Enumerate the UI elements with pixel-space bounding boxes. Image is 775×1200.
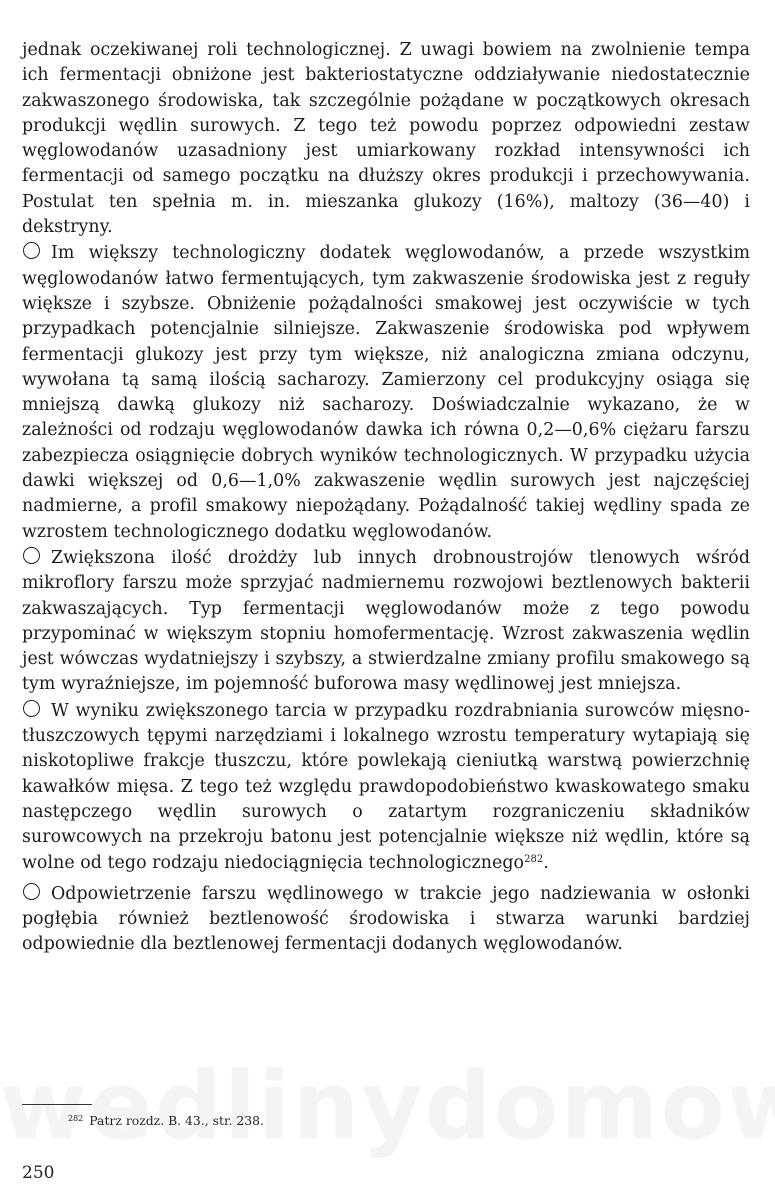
footnote-text: Patrz rozdz. B. 43., str. 238. — [89, 1113, 264, 1128]
paragraph-text: Im większy technologiczny dodatek węglowodanów, a przede wszystkim węglowodanów łatwo fermentujących, tym zakwaszenie środowiska jest z reguły większe i szybsze. Obniżenie pożądalności smakowej jest oczywiście w tych przypadkach potencjalnie silniejsze. Zakwaszenie środowiska pod wpływem fermentacji glukozy jest przy tym większe, niż analogiczna zmiana odczynu, wywołana tą samą ilością sacharozy. Zamierzony cel produkcyjny osiąga się mniejszą dawką glukozy niż sacharozy. Doświadczalnie wykazano, że w zależności od rodzaju węglowodanów dawka ich równa 0,2—0,6% ciężaru farszu zabezpiecza osiągnięcie dobrych wyników technologicznych. W przypadku użycia dawki większej od 0,6—1,0% zakwaszenie wędlin surowych jest najczęściej nadmierne, a profil smakowy niepożądany. Pożądalność takiej wędliny spada ze wzrostem technologicznego dodatku węglowodanów. — [22, 243, 750, 542]
footnote — [68, 1113, 264, 1128]
page-number: 250 — [22, 1163, 55, 1183]
circle-bullet-icon — [23, 700, 40, 717]
circle-bullet-icon — [23, 242, 40, 259]
paragraph-1 — [22, 38, 750, 240]
paragraph-4 — [22, 699, 750, 876]
paragraph-text: Zwiększona ilość drożdży lub innych drobnoustrojów tlenowych wśród mikroflory farszu może sprzyjać nadmiernemu rozwojowi beztlenowych bakterii zakwaszających. Typ fermentacji węglowodanów może z tego powodu przypominać w większym stopniu homofermentację. Wzrost zakwaszenia wędlin jest wówczas wydatniejszy i szybszy, a stwierdzalne zmiany profilu smakowego są tym wyraźniejsze, im pojemność buforowa masy wędlinowej jest mniejsza. — [22, 547, 750, 695]
footnote-divider — [22, 1104, 92, 1105]
page-body — [22, 38, 750, 958]
footnote-reference: 282 — [524, 853, 544, 865]
paragraph-5 — [22, 882, 750, 958]
paragraph-text: Odpowietrzenie farszu wędlinowego w trakcie jego nadziewania w osłonki pogłębia również beztlenowość środowiska i stwarza warunki bardziej odpowiednie dla beztlenowej fermentacji dodanych węglowodanów. — [22, 883, 750, 955]
circle-bullet-icon — [23, 883, 40, 900]
paragraph-text: jednak oczekiwanej roli technologicznej. Z uwagi bowiem na zwolnienie tempa ich fermentacji obniżone jest bakteriostatyczne oddziaływanie niedostatecznie zakwaszonego środowiska, tak szczególnie pożądane w początkowych okresach produkcji wędlin surowych. Z tego też powodu poprzez odpowiedni zestaw węglowodanów uzasadniony jest umiarkowany rozkład intensywności ich fermentacji od samego początku na dłuższy okres produkcji i przechowywania. Postulat ten spełnia m. in. mieszanka glukozy (16%), maltozy (36—40) i dekstryny. — [22, 40, 750, 238]
paragraph-text: W wyniku zwiększonego tarcia w przypadku rozdrabniania surowców mięsno-tłuszczowych tępymi narzędziami i lokalnego wzrostu temperatury wytapiają się niskotopliwe frakcje tłuszczu, które powlekają cieniutką warstwą powierzchnię kawałków mięsa. Z tego też względu prawdopodobieństwo kwaskowatego smaku następczego wędlin surowych o zatartym rozgraniczeniu składników surowcowych na przekroju batonu jest potencjalnie większe niż wędlin, które są wolne od tego rodzaju niedociągnięcia technologicznego — [22, 700, 750, 873]
footnote-marker: 282 — [68, 1114, 84, 1123]
watermark — [0, 1052, 775, 1161]
paragraph-text-end: . — [543, 852, 549, 873]
paragraph-3 — [22, 546, 750, 698]
paragraph-2 — [22, 241, 750, 545]
circle-bullet-icon — [23, 547, 40, 564]
